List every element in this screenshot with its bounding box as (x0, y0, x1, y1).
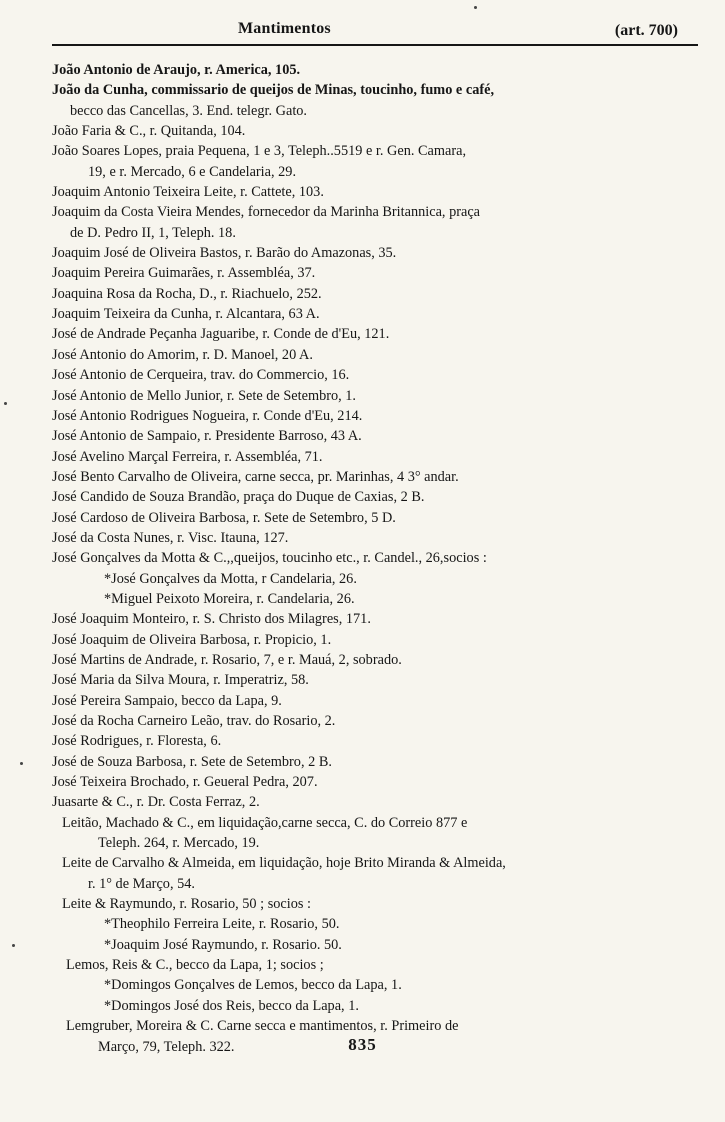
entry-line: José Maria da Silva Moura, r. Imperatriz, 58. (52, 672, 309, 689)
entry-line: José Martins de Andrade, r. Rosario, 7, e r. Mauá, 2, sobrado. (52, 651, 402, 668)
entry-line: José Antonio Rodrigues Nogueira, r. Conde d'Eu, 214. (52, 407, 363, 424)
entry-line: becco das Cancellas, 3. End. telegr. Gato. (70, 102, 308, 119)
entry-line: Juasarte & C., r. Dr. Costa Ferraz, 2. (52, 794, 260, 811)
entry-line: Lemgruber, Moreira & C. Carne secca e mantimentos, r. Primeiro de (66, 1018, 459, 1035)
print-speck (474, 6, 477, 9)
entry-line: José Avelino Marçal Ferreira, r. Assembléa, 71. (52, 448, 323, 465)
entry-line: 19, e r. Mercado, 6 e Candelaria, 29. (88, 163, 297, 180)
entry-line: José da Costa Nunes, r. Visc. Itauna, 127. (52, 529, 289, 546)
entry-line: José Gonçalves da Motta & C.,,queijos, toucinho etc., r. Candel., 26,socios : (52, 550, 487, 567)
entry-line: José Teixeira Brochado, r. Geueral Pedra, 207. (52, 774, 318, 791)
entry-line: José Antonio de Sampaio, r. Presidente Barroso, 43 A. (52, 428, 362, 445)
entry-line: José Joaquim de Oliveira Barbosa, r. Propicio, 1. (52, 631, 332, 648)
entry-line: José Antonio do Amorim, r. D. Manoel, 20 A. (52, 346, 313, 363)
entry-line: José Rodrigues, r. Floresta, 6. (52, 733, 222, 750)
entry-line: João Antonio de Araujo, r. America, 105. (52, 62, 301, 78)
entry-line: João Faria & C., r. Quitanda, 104. (52, 123, 246, 140)
entry-line: *Miguel Peixoto Moreira, r. Candelaria, 26. (104, 590, 355, 607)
entry-line: José Candido de Souza Brandão, praça do Duque de Caxias, 2 B. (52, 489, 425, 506)
print-speck (20, 762, 23, 765)
print-speck (4, 402, 7, 405)
entry-line: José Cardoso de Oliveira Barbosa, r. Sete de Setembro, 5 D. (52, 509, 396, 526)
entry-line: *Domingos Gonçalves de Lemos, becco da Lapa, 1. (104, 977, 402, 994)
entry-line: José Bento Carvalho de Oliveira, carne secca, pr. Marinhas, 4 3° andar. (52, 468, 459, 485)
entry-line: João Soares Lopes, praia Pequena, 1 e 3, Teleph..5519 e r. Gen. Camara, (52, 143, 467, 160)
entry-line: José Antonio de Cerqueira, trav. do Commercio, 16. (52, 367, 350, 384)
entry-line: Joaquim da Costa Vieira Mendes, fornecedor da Marinha Britannica, praça (52, 204, 481, 221)
entry-line: José Antonio de Mello Junior, r. Sete de Setembro, 1. (52, 387, 356, 404)
entry-line: Joaquina Rosa da Rocha, D., r. Riachuelo, 252. (52, 285, 322, 302)
entry-line: Joaquim Teixeira da Cunha, r. Alcantara, 63 A. (52, 306, 320, 323)
entry-line: José Joaquim Monteiro, r. S. Christo dos Milagres, 171. (52, 611, 371, 628)
entry-line: r. 1° de Março, 54. (88, 875, 195, 892)
entry-line: Leite de Carvalho & Almeida, em liquidação, hoje Brito Miranda & Almeida, (62, 855, 506, 872)
entry-line: Leite & Raymundo, r. Rosario, 50 ; socios : (62, 896, 311, 913)
entries-list (52, 60, 702, 1057)
entry-line: Joaquim Pereira Guimarães, r. Assembléa, 37. (52, 265, 316, 282)
entry-line: *Theophilo Ferreira Leite, r. Rosario, 50. (104, 916, 340, 933)
print-speck (12, 944, 15, 947)
article-number: (art. 700) (614, 22, 678, 39)
entry-line: José da Rocha Carneiro Leão, trav. do Rosario, 2. (52, 713, 336, 729)
entry-line: Joaquim Antonio Teixeira Leite, r. Cattete, 103. (52, 184, 324, 201)
entry-line: José Pereira Sampaio, becco da Lapa, 9. (52, 692, 282, 709)
page-number: 835 (348, 1035, 377, 1054)
entry-line: de D. Pedro II, 1, Teleph. 18. (70, 224, 236, 241)
entry-line: *Domingos José dos Reis, becco da Lapa, 1. (104, 997, 359, 1014)
page-header (52, 20, 698, 46)
entry-line: José de Andrade Peçanha Jaguaribe, r. Conde de d'Eu, 121. (52, 326, 390, 343)
entry-line: *José Gonçalves da Motta, r Candelaria, 26. (104, 570, 357, 587)
entry-line: Leitão, Machado & C., em liquidação,carne secca, C. do Correio 877 e (62, 814, 468, 831)
entry-line: *Joaquim José Raymundo, r. Rosario. 50. (104, 936, 342, 953)
entry-line: João da Cunha, commissario de queijos de Minas, toucinho, fumo e café, (52, 82, 495, 99)
entry-line: Março, 79, Teleph. 322. (98, 1038, 235, 1055)
entry-line: Teleph. 264, r. Mercado, 19. (98, 835, 260, 852)
entry-line: Lemos, Reis & C., becco da Lapa, 1; socios ; (66, 957, 324, 974)
entry-line: José de Souza Barbosa, r. Sete de Setembro, 2 B. (52, 753, 332, 770)
section-title: Mantimentos (238, 20, 331, 37)
entry-line: Joaquim José de Oliveira Bastos, r. Barão do Amazonas, 35. (52, 245, 397, 262)
